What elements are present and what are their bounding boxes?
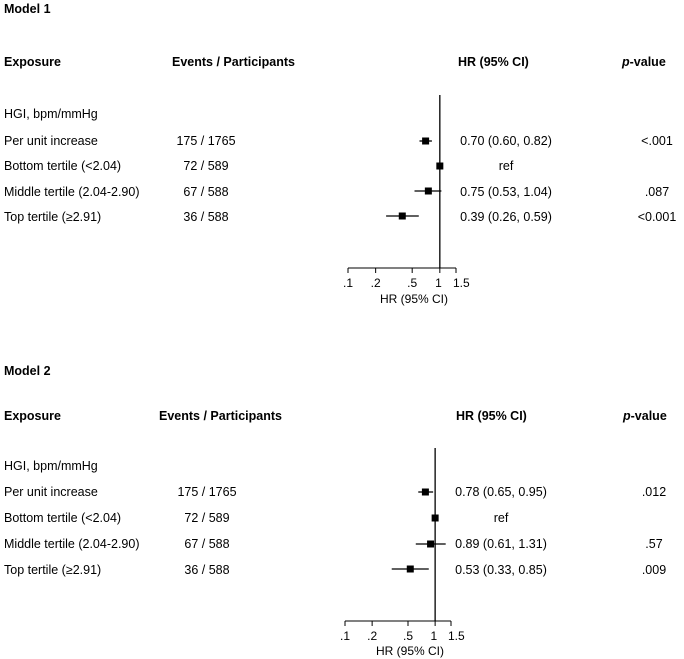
row-pvalue: <.001 bbox=[641, 134, 673, 148]
row-hr-text: 0.39 (0.26, 0.59) bbox=[460, 210, 552, 224]
header-events: Events / Participants bbox=[172, 55, 295, 69]
row-hr-text: 0.75 (0.53, 1.04) bbox=[460, 185, 552, 199]
row-hr-text: ref bbox=[493, 511, 509, 525]
x-tick-label: .1 bbox=[339, 629, 351, 643]
x-tick-label: .2 bbox=[367, 629, 378, 643]
header-pvalue: p-value bbox=[623, 409, 667, 423]
header-hr: HR (95% CI) bbox=[456, 409, 527, 423]
x-tick-label: 1 bbox=[435, 276, 442, 290]
row-hr-text: 0.53 (0.33, 0.85) bbox=[455, 563, 547, 577]
x-tick-label: .2 bbox=[370, 276, 381, 290]
forest-plot-area bbox=[0, 353, 684, 659]
row-hr-text: 0.89 (0.61, 1.31) bbox=[455, 537, 547, 551]
row-events: 67 / 588 bbox=[183, 185, 229, 199]
row-events: 36 / 588 bbox=[183, 210, 229, 224]
row-hr-text: 0.70 (0.60, 0.82) bbox=[460, 134, 552, 148]
point-estimate-marker bbox=[427, 541, 434, 548]
row-events: 72 / 589 bbox=[183, 159, 229, 173]
group-label: HGI, bpm/mmHg bbox=[4, 107, 98, 121]
row-hr-text: ref bbox=[498, 159, 514, 173]
row-label: Top tertile (≥2.91) bbox=[4, 563, 102, 577]
row-events: 36 / 588 bbox=[184, 563, 230, 577]
x-tick-label: .5 bbox=[402, 629, 414, 643]
row-label: Bottom tertile (<2.04) bbox=[4, 159, 122, 173]
point-estimate-marker bbox=[422, 489, 429, 496]
row-events: 175 / 1765 bbox=[176, 134, 236, 148]
row-pvalue: .012 bbox=[641, 485, 667, 499]
header-exposure: Exposure bbox=[4, 409, 61, 423]
point-estimate-marker bbox=[432, 515, 439, 522]
panel-title: Model 1 bbox=[4, 2, 51, 16]
row-pvalue: <0.001 bbox=[637, 210, 677, 224]
point-estimate-marker bbox=[436, 163, 443, 170]
row-label: Middle tertile (2.04-2.90) bbox=[4, 185, 140, 199]
x-tick-label: 1 bbox=[430, 629, 438, 643]
x-axis-label: HR (95% CI) bbox=[375, 644, 445, 658]
point-estimate-marker bbox=[422, 138, 429, 145]
row-events: 67 / 588 bbox=[184, 537, 230, 551]
point-estimate-marker bbox=[425, 188, 432, 195]
forest-plot-model-2 bbox=[0, 353, 684, 659]
row-label: Middle tertile (2.04-2.90) bbox=[4, 537, 140, 551]
header-pvalue: p-value bbox=[622, 55, 666, 69]
panel-title: Model 2 bbox=[4, 364, 51, 378]
point-estimate-marker bbox=[407, 566, 414, 573]
row-label: Bottom tertile (<2.04) bbox=[4, 511, 122, 525]
row-pvalue: .57 bbox=[645, 537, 663, 551]
row-events: 72 / 589 bbox=[184, 511, 230, 525]
row-label: Per unit increase bbox=[4, 134, 98, 148]
x-axis-label: HR (95% CI) bbox=[379, 292, 449, 306]
header-events: Events / Participants bbox=[159, 409, 282, 423]
x-tick-label: .1 bbox=[342, 276, 354, 290]
row-pvalue: .009 bbox=[641, 563, 667, 577]
row-pvalue: .087 bbox=[644, 185, 670, 199]
x-tick-label: 1.5 bbox=[448, 629, 465, 643]
group-label: HGI, bpm/mmHg bbox=[4, 459, 98, 473]
row-events: 175 / 1765 bbox=[177, 485, 237, 499]
point-estimate-marker bbox=[399, 213, 406, 220]
x-tick-label: .5 bbox=[407, 276, 418, 290]
header-hr: HR (95% CI) bbox=[458, 55, 529, 69]
row-label: Top tertile (≥2.91) bbox=[4, 210, 102, 224]
row-label: Per unit increase bbox=[4, 485, 98, 499]
x-tick-label: 1.5 bbox=[453, 276, 470, 290]
header-exposure: Exposure bbox=[4, 55, 61, 69]
row-hr-text: 0.78 (0.65, 0.95) bbox=[455, 485, 547, 499]
